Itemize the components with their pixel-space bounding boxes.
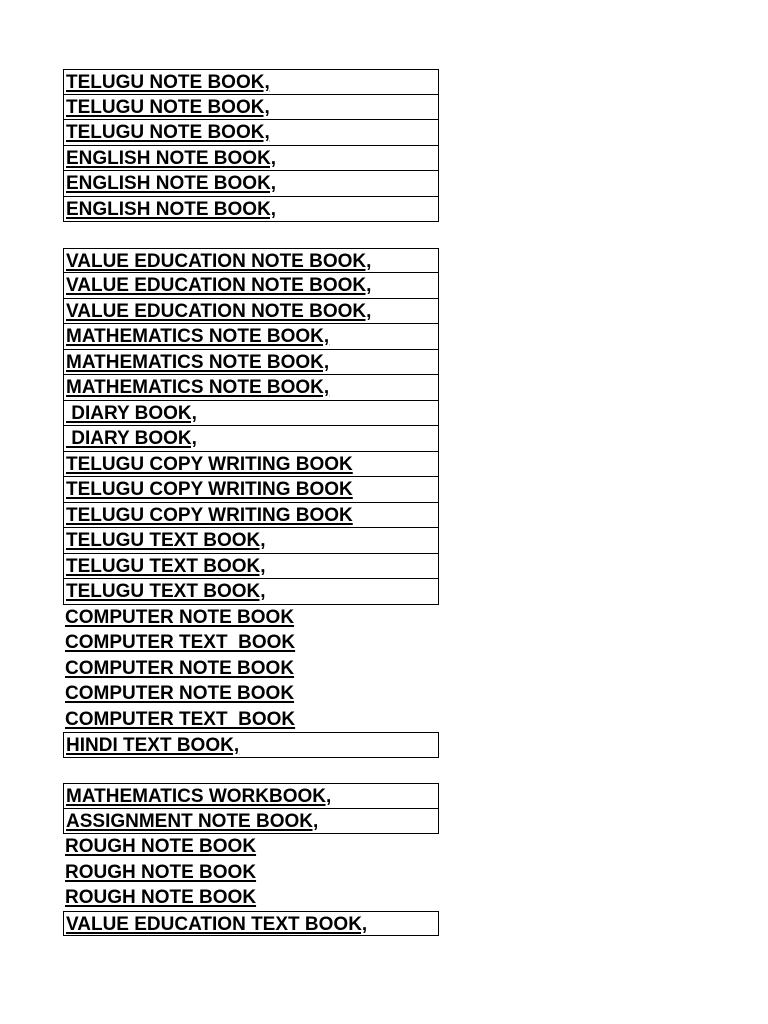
list-item-label: ENGLISH NOTE BOOK,	[66, 198, 277, 220]
list-item-label: VALUE EDUCATION NOTE BOOK,	[66, 300, 372, 322]
list-item	[63, 452, 439, 478]
list-item	[63, 579, 439, 605]
list-item	[63, 95, 439, 121]
list-item-label: TELUGU NOTE BOOK,	[66, 72, 270, 93]
blank-row	[63, 222, 439, 248]
list-item	[63, 528, 439, 554]
list-item-label: COMPUTER TEXT BOOK	[65, 632, 296, 653]
list-item-label: TELUGU TEXT BOOK,	[66, 530, 266, 551]
blank-row	[63, 758, 439, 784]
list-item	[63, 248, 439, 274]
list-item-label: VALUE EDUCATION NOTE BOOK,	[66, 250, 372, 272]
list-item-label: ROUGH NOTE BOOK	[65, 861, 257, 883]
list-item-label: VALUE EDUCATION NOTE BOOK,	[66, 275, 372, 296]
list-item-label: DIARY BOOK,	[66, 402, 197, 424]
list-item-label: HINDI TEXT BOOK,	[66, 735, 240, 756]
list-item-label: TELUGU NOTE BOOK,	[66, 96, 270, 118]
list-item-label: COMPUTER NOTE BOOK	[65, 683, 295, 704]
list-item	[63, 630, 439, 656]
list-item	[63, 120, 439, 146]
list-item	[63, 783, 439, 809]
list-item	[63, 324, 439, 350]
list-item-label: TELUGU TEXT BOOK,	[66, 555, 266, 577]
list-item-label: MATHEMATICS NOTE BOOK,	[66, 326, 330, 347]
list-item	[63, 299, 439, 325]
list-item-label: ASSIGNMENT NOTE BOOK,	[66, 810, 319, 832]
list-item-label: TELUGU COPY WRITING BOOK	[66, 504, 353, 526]
list-item	[63, 477, 439, 503]
list-item-label: ROUGH NOTE BOOK	[65, 836, 257, 857]
list-item-label: DIARY BOOK,	[66, 428, 197, 449]
list-item	[63, 911, 439, 937]
list-item	[63, 426, 439, 452]
list-item	[63, 707, 439, 733]
list-item	[63, 503, 439, 529]
list-item-label: ENGLISH NOTE BOOK,	[66, 173, 277, 194]
list-item-label: VALUE EDUCATION TEXT BOOK,	[66, 913, 368, 935]
list-item	[63, 885, 439, 911]
list-item-label: MATHEMATICS NOTE BOOK,	[66, 351, 330, 373]
list-item	[63, 375, 439, 401]
list-item	[63, 681, 439, 707]
list-item	[63, 171, 439, 197]
list-item	[63, 656, 439, 682]
list-item-label: TELUGU TEXT BOOK,	[66, 581, 266, 602]
list-item-label: MATHEMATICS WORKBOOK,	[66, 786, 332, 807]
list-item	[63, 732, 439, 758]
list-item-label: COMPUTER TEXT BOOK	[65, 708, 296, 730]
book-list-sheet	[63, 69, 439, 936]
list-item	[63, 273, 439, 299]
list-item	[63, 146, 439, 172]
list-item	[63, 605, 439, 631]
list-item	[63, 69, 439, 95]
list-item	[63, 809, 439, 835]
list-item	[63, 350, 439, 376]
list-item	[63, 860, 439, 886]
list-item-label: MATHEMATICS NOTE BOOK,	[66, 377, 330, 398]
list-item	[63, 834, 439, 860]
list-item	[63, 197, 439, 223]
list-item-label: ENGLISH NOTE BOOK,	[66, 147, 277, 169]
list-item-label: TELUGU NOTE BOOK,	[66, 122, 270, 143]
list-item-label: TELUGU COPY WRITING BOOK	[66, 479, 353, 500]
list-item-label: TELUGU COPY WRITING BOOK	[66, 453, 353, 475]
list-item	[63, 401, 439, 427]
list-item-label: ROUGH NOTE BOOK	[65, 887, 257, 908]
list-item-label: COMPUTER NOTE BOOK	[65, 657, 295, 679]
list-item	[63, 554, 439, 580]
list-item-label: COMPUTER NOTE BOOK	[65, 606, 295, 628]
